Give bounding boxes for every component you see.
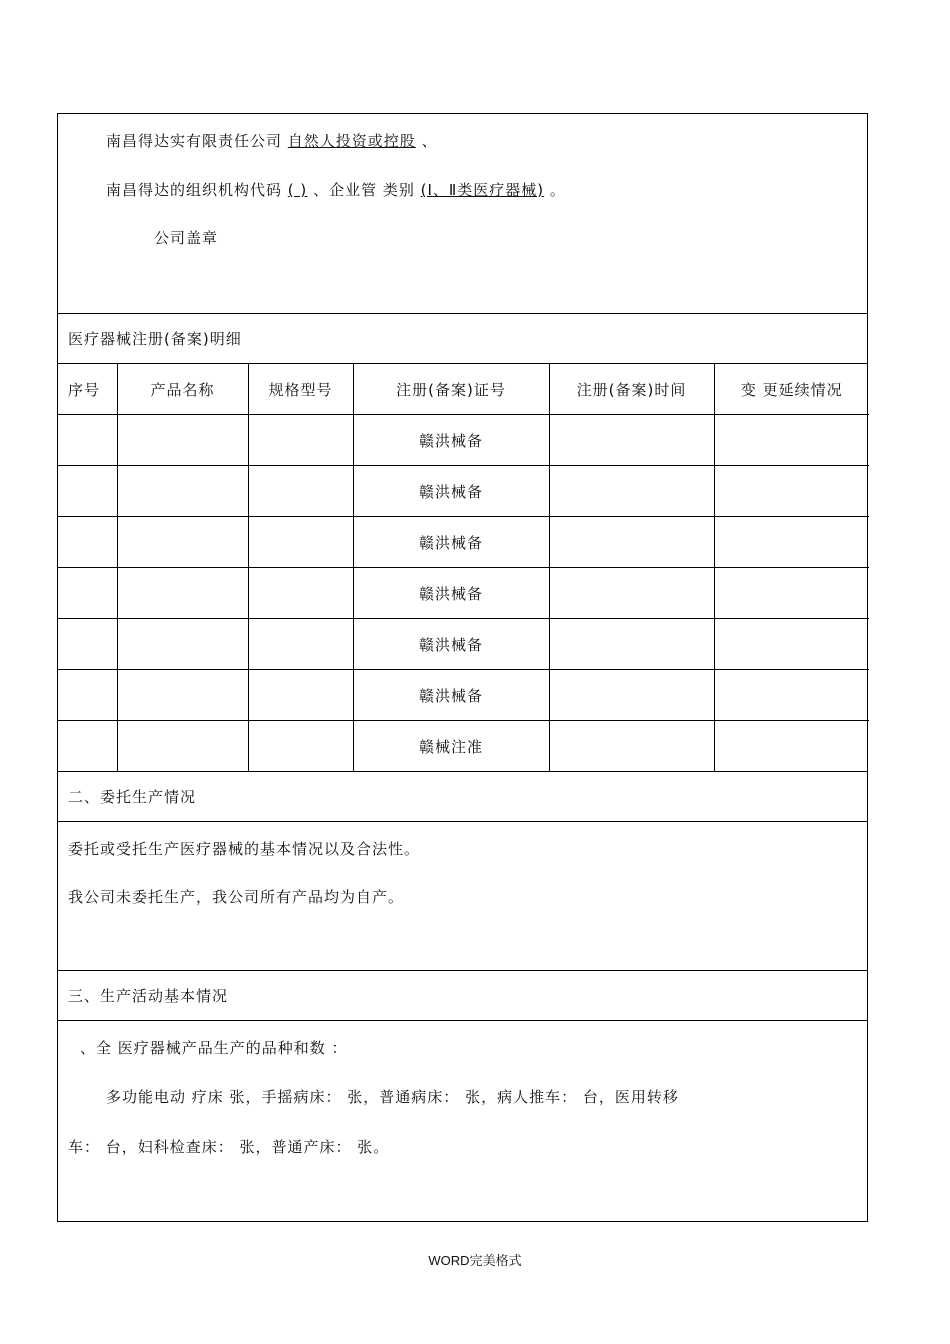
- table-row: [58, 721, 869, 772]
- form-frame: [57, 113, 868, 1222]
- cell-registration-date: [549, 568, 714, 619]
- column-header-seq: 序号: [58, 364, 117, 415]
- column-header-spec-model: 规格型号: [248, 364, 353, 415]
- cell-registration-date: [549, 517, 714, 568]
- cell-spec-model: [248, 517, 353, 568]
- table-row: [58, 670, 869, 721]
- cell-registration-date: [549, 415, 714, 466]
- cell-registration-no: 赣洪械备: [353, 517, 549, 568]
- cell-change-status: [714, 721, 869, 772]
- table-row: [58, 619, 869, 670]
- cell-product-name: [117, 517, 248, 568]
- table-row: [58, 415, 869, 466]
- section3-body: [58, 1021, 867, 1221]
- section2-body: [58, 822, 867, 971]
- registration-section-title: 医疗器械注册(备案)明细: [58, 314, 867, 364]
- page-footer: WORD完美格式: [428, 1253, 522, 1268]
- cell-seq: [58, 466, 117, 517]
- punctuation: 。: [549, 181, 566, 199]
- intro-line-2: [106, 179, 566, 200]
- section3-title: 三、生产活动基本情况: [58, 971, 867, 1021]
- cell-change-status: [714, 619, 869, 670]
- registration-table: [58, 364, 869, 771]
- cell-seq: [58, 568, 117, 619]
- cell-seq: [58, 415, 117, 466]
- cell-change-status: [714, 568, 869, 619]
- cell-product-name: [117, 619, 248, 670]
- cell-registration-no: 赣械注准: [353, 721, 549, 772]
- cell-registration-date: [549, 619, 714, 670]
- org-code-value: ( ): [287, 181, 308, 199]
- cell-registration-date: [549, 466, 714, 517]
- cell-registration-no: 赣洪械备: [353, 619, 549, 670]
- cell-registration-date: [549, 721, 714, 772]
- cell-registration-date: [549, 670, 714, 721]
- section2-line-1: 委托或受托生产医疗器械的基本情况以及合法性。: [68, 840, 421, 858]
- cell-spec-model: [248, 466, 353, 517]
- company-type: 自然人投资或控股: [287, 132, 416, 150]
- cell-spec-model: [248, 568, 353, 619]
- company-seal-label: 公司盖章: [154, 229, 219, 247]
- cell-registration-no: 赣洪械备: [353, 466, 549, 517]
- section2-title: 二、委托生产情况: [58, 772, 867, 822]
- cell-change-status: [714, 517, 869, 568]
- intro-line-1: [106, 130, 438, 151]
- cell-product-name: [117, 670, 248, 721]
- cell-spec-model: [248, 721, 353, 772]
- cell-change-status: [714, 670, 869, 721]
- cell-registration-no: 赣洪械备: [353, 670, 549, 721]
- table-header-row: [58, 364, 869, 415]
- cell-change-status: [714, 415, 869, 466]
- section2-line-2: 我公司未委托生产，我公司所有产品均为自产。: [68, 888, 405, 906]
- cell-spec-model: [248, 415, 353, 466]
- cell-product-name: [117, 466, 248, 517]
- company-name: 南昌得达实有限责任公司: [106, 132, 283, 150]
- section3-line-3: 车： 台，妇科检查床： 张，普通产床： 张。: [68, 1138, 390, 1156]
- management-category-value: (Ⅰ、Ⅱ类医疗器械): [420, 181, 545, 199]
- intro-section: [58, 114, 867, 314]
- column-header-registration-date: 注册(备案)时间: [549, 364, 714, 415]
- cell-spec-model: [248, 670, 353, 721]
- registration-table-wrapper: [58, 364, 867, 772]
- table-row: [58, 568, 869, 619]
- cell-registration-no: 赣洪械备: [353, 568, 549, 619]
- table-row: [58, 466, 869, 517]
- cell-seq: [58, 517, 117, 568]
- cell-registration-no: 赣洪械备: [353, 415, 549, 466]
- table-row: [58, 517, 869, 568]
- cell-seq: [58, 721, 117, 772]
- cell-seq: [58, 619, 117, 670]
- punctuation: 、: [421, 132, 438, 150]
- column-header-product-name: 产品名称: [117, 364, 248, 415]
- cell-product-name: [117, 568, 248, 619]
- column-header-change-status: 变 更延续情况: [714, 364, 869, 415]
- cell-change-status: [714, 466, 869, 517]
- cell-spec-model: [248, 619, 353, 670]
- cell-seq: [58, 670, 117, 721]
- cell-product-name: [117, 721, 248, 772]
- cell-product-name: [117, 415, 248, 466]
- section3-line-2: 多功能电动 疗床 张，手摇病床： 张，普通病床： 张，病人推车： 台，医用转移: [106, 1088, 679, 1106]
- section3-line-1: 、全 医疗器械产品生产的品种和数 ：: [80, 1039, 348, 1057]
- management-category-label: 、企业管 类别: [313, 181, 415, 199]
- org-code-label: 南昌得达的组织机构代码: [106, 181, 283, 199]
- column-header-registration-no: 注册(备案)证号: [353, 364, 549, 415]
